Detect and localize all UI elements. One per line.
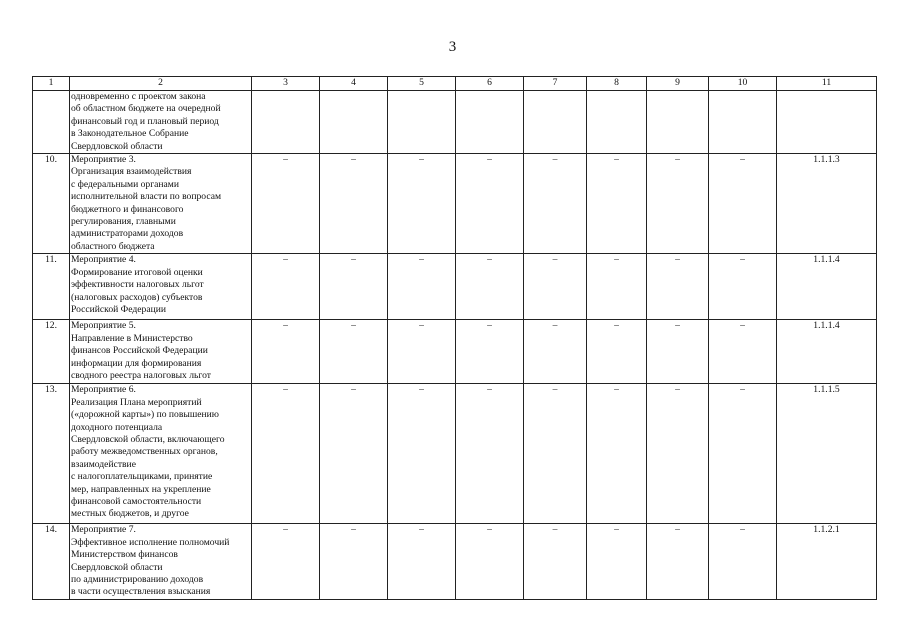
table-cell	[388, 91, 456, 154]
row-number: 10.	[33, 154, 70, 254]
table-cell: –	[252, 254, 320, 320]
table-cell: –	[587, 154, 647, 254]
table-cell: –	[252, 154, 320, 254]
measure-name: Мероприятие 4. Формирование итоговой оценки эффективности налоговых льгот (налоговых расходов) субъектов Российской Федерации	[70, 254, 252, 320]
table-cell	[456, 91, 524, 154]
target-code: 1.1.1.4	[777, 320, 877, 384]
table-cell: –	[647, 320, 709, 384]
measure-name: Мероприятие 3. Организация взаимодействия с федеральными органами исполнительной власти по вопросам бюджетного и финансового регулирования, главными администраторами доходов областного бюджета	[70, 154, 252, 254]
table-cell: –	[587, 524, 647, 600]
table-cell: –	[388, 254, 456, 320]
table-cell: –	[524, 384, 587, 524]
column-header: 9	[647, 77, 709, 91]
measure-name: одновременно с проектом закона об областном бюджете на очередной финансовый год и плановый период в Законодательное Собрание Свердловской области	[70, 91, 252, 154]
column-header: 7	[524, 77, 587, 91]
table-cell	[587, 91, 647, 154]
table-cell: –	[456, 524, 524, 600]
table-cell	[709, 91, 777, 154]
table-cell: –	[456, 384, 524, 524]
target-code: 1.1.2.1	[777, 524, 877, 600]
table-cell: –	[320, 254, 388, 320]
table-cell: –	[456, 154, 524, 254]
table-cell: –	[388, 384, 456, 524]
column-header: 11	[777, 77, 877, 91]
column-header: 1	[33, 77, 70, 91]
table-row	[33, 154, 877, 254]
table-cell: –	[587, 254, 647, 320]
table-cell: –	[252, 384, 320, 524]
table-cell: –	[388, 320, 456, 384]
column-header: 5	[388, 77, 456, 91]
row-number: 13.	[33, 384, 70, 524]
table-cell: –	[524, 524, 587, 600]
table-cell: –	[524, 154, 587, 254]
column-header: 10	[709, 77, 777, 91]
table-cell	[320, 91, 388, 154]
table-cell: –	[587, 320, 647, 384]
table-cell: –	[524, 254, 587, 320]
table-cell: –	[320, 524, 388, 600]
table-cell: –	[709, 320, 777, 384]
target-code: 1.1.1.3	[777, 154, 877, 254]
table-cell	[252, 91, 320, 154]
table-cell: –	[456, 254, 524, 320]
target-code	[777, 91, 877, 154]
table-cell: –	[647, 154, 709, 254]
measure-name: Мероприятие 5. Направление в Министерство финансов Российской Федерации информации для формирования сводного реестра налоговых льгот	[70, 320, 252, 384]
table-cell: –	[647, 254, 709, 320]
measures-table	[32, 76, 877, 600]
table-cell	[524, 91, 587, 154]
table-cell: –	[709, 524, 777, 600]
table-cell: –	[524, 320, 587, 384]
table-row	[33, 254, 877, 320]
table-cell: –	[709, 384, 777, 524]
table-cell: –	[647, 384, 709, 524]
row-number: 12.	[33, 320, 70, 384]
row-number: 11.	[33, 254, 70, 320]
table-row	[33, 384, 877, 524]
row-number: 14.	[33, 524, 70, 600]
table-cell: –	[252, 524, 320, 600]
measure-name: Мероприятие 7. Эффективное исполнение полномочий Министерством финансов Свердловской области по администрированию доходов в части осуществления взыскания	[70, 524, 252, 600]
column-header: 3	[252, 77, 320, 91]
table-row	[33, 91, 877, 154]
column-header: 8	[587, 77, 647, 91]
measure-name: Мероприятие 6. Реализация Плана мероприятий («дорожной карты») по повышению доходного потенциала Свердловской области, включающего работу межведомственных органов, взаимодействие с налогоплательщиками, принятие мер, направленных на укрепление финансовой самостоятельности местных бюджетов, и другое	[70, 384, 252, 524]
target-code: 1.1.1.4	[777, 254, 877, 320]
table-row	[33, 320, 877, 384]
table-cell: –	[388, 154, 456, 254]
column-header: 2	[70, 77, 252, 91]
table-cell: –	[320, 320, 388, 384]
table-row	[33, 524, 877, 600]
target-code: 1.1.1.5	[777, 384, 877, 524]
row-number	[33, 91, 70, 154]
table-cell: –	[320, 154, 388, 254]
table-cell: –	[587, 384, 647, 524]
header-row	[33, 77, 877, 91]
table-cell: –	[647, 524, 709, 600]
table-cell: –	[388, 524, 456, 600]
table-cell: –	[709, 254, 777, 320]
table-cell: –	[252, 320, 320, 384]
table-cell: –	[709, 154, 777, 254]
column-header: 4	[320, 77, 388, 91]
table-cell: –	[320, 384, 388, 524]
table-cell	[647, 91, 709, 154]
column-header: 6	[456, 77, 524, 91]
table-cell: –	[456, 320, 524, 384]
page-number: 3	[448, 39, 457, 55]
